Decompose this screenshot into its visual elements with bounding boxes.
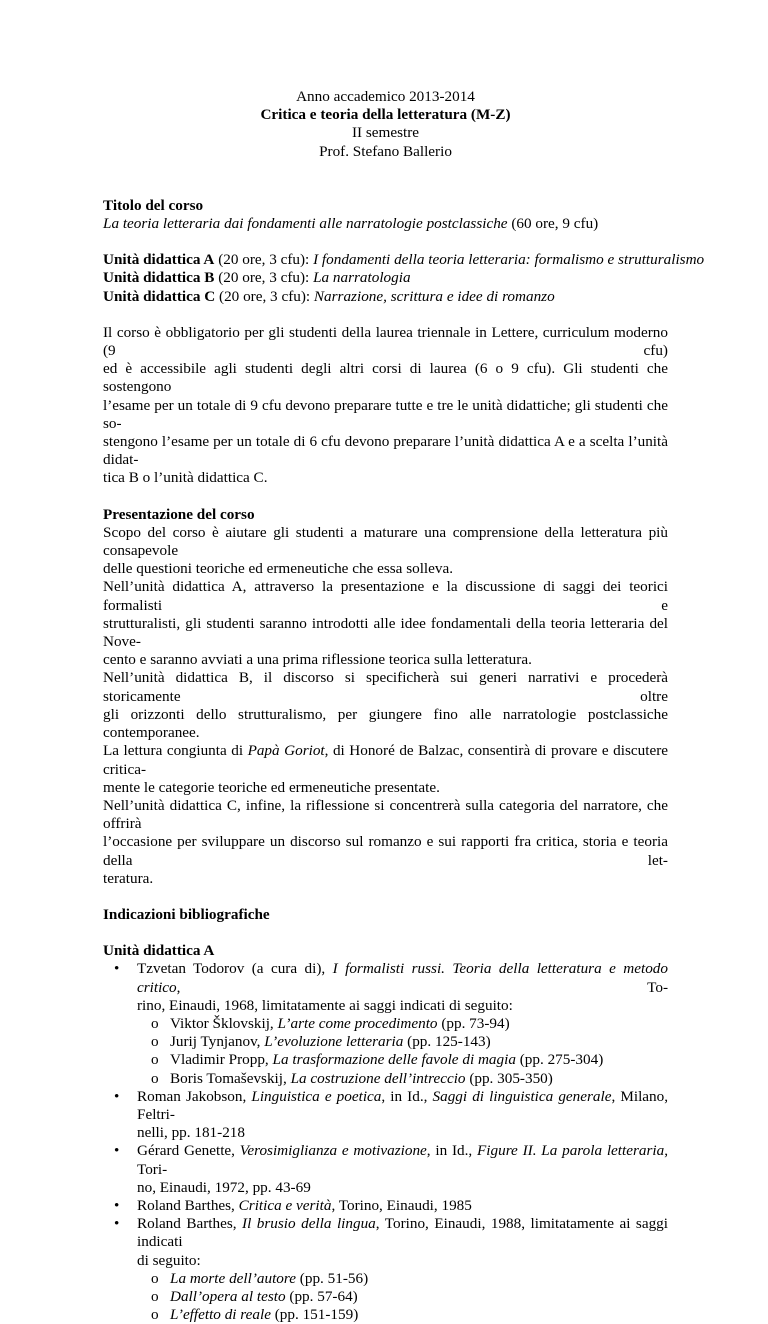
section-heading-presentation: Presentazione del corso bbox=[103, 505, 255, 523]
bullet-icon: • bbox=[114, 1142, 120, 1160]
units-list bbox=[103, 251, 705, 306]
bibliography-list bbox=[103, 960, 668, 1324]
title-section bbox=[103, 197, 668, 233]
list-item: • Roland Barthes, Critica e verità, Torino, Einaudi, 1985 bbox=[114, 1196, 472, 1214]
circle-bullet-icon: o bbox=[151, 1069, 159, 1087]
bibliography-unit-a-heading: Unità didattica A bbox=[103, 942, 215, 960]
circle-bullet-icon: o bbox=[151, 1287, 159, 1305]
presentation-p3: Nell’unità didattica B, il discorso si specificherà sui generi narrativi e procederà storicamente oltre gli orizzonti dello strutturalismo, per giungere fino alle narratologie postclassiche contemporanee. La lettura congiunta di Papà Goriot, di Honoré de Balzac, consentirà di provare e discutere critica- mente le categorie teoriche ed ermeneutiche presentate. bbox=[103, 669, 668, 796]
course-header bbox=[103, 88, 668, 161]
bullet-icon: • bbox=[114, 1196, 120, 1214]
list-item: o Vladimir Propp, La trasformazione delle favole di magia (pp. 275-304) bbox=[151, 1051, 604, 1069]
course-title: La teoria letteraria dai fondamenti alle narratologie postclassiche (60 ore, 9 cfu) bbox=[103, 215, 599, 233]
list-item: • Tzvetan Todorov (a cura di), I formalisti russi. Teoria della letteratura e metodo critico, To- rino, Einaudi, 1968, limitatamente ai saggi indicati di seguito: o Viktor Šklovskij, L’arte come procedimento (pp. 73-94) o Jurij Tynjanov, L’evoluzione letteraria (pp. 125-143) o Vladimir Propp, La trasformazione delle favole di magia (pp. 275-304) o Boris Tomaševskij, La costruzione dell’intreccio (pp. 305-350) bbox=[114, 960, 668, 1087]
todorov-sublist bbox=[137, 1015, 668, 1088]
bullet-icon: • bbox=[114, 1087, 120, 1105]
list-item: o Boris Tomaševskij, La costruzione dell’intreccio (pp. 305-350) bbox=[151, 1069, 553, 1087]
circle-bullet-icon: o bbox=[151, 1306, 159, 1324]
course-name: Critica e teoria della letteratura (M-Z) bbox=[260, 106, 511, 124]
circle-bullet-icon: o bbox=[151, 1051, 159, 1069]
list-item: o Viktor Šklovskij, L’arte come procedimento (pp. 73-94) bbox=[151, 1014, 510, 1032]
unit-c: Unità didattica C (20 ore, 3 cfu): Narrazione, scrittura e idee di romanzo bbox=[103, 287, 555, 305]
presentation-p4: Nell’unità didattica C, infine, la riflessione si concentrerà sulla categoria del narratore, che offrirà l’occasione per sviluppare un discorso sul romanzo e sui rapporti fra critica, storia e teoria della let- teratura. bbox=[103, 796, 668, 887]
unit-b: Unità didattica B (20 ore, 3 cfu): La narratologia bbox=[103, 269, 411, 287]
list-item: • Roland Barthes, Il brusio della lingua, Torino, Einaudi, 1988, limitatamente ai saggi indicati di seguito: o La morte dell’autore (pp. 51-56) o Dall’opera al testo (pp. 57-64) o L’effetto di reale (pp. 151-159) bbox=[114, 1215, 668, 1324]
list-item: • Gérard Genette, Verosimiglianza e motivazione, in Id., Figure II. La parola letteraria, Tori- no, Einaudi, 1972, pp. 43-69 bbox=[114, 1142, 668, 1196]
presentation-p1: Scopo del corso è aiutare gli studenti a maturare una comprensione della letteratura più consapevole delle questioni teoriche ed ermeneutiche che essa solleva. bbox=[103, 523, 668, 578]
section-heading-title: Titolo del corso bbox=[103, 196, 204, 214]
list-item: • Roman Jakobson, Linguistica e poetica, in Id., Saggi di linguistica generale, Milano, Feltri- nelli, pp. 181-218 bbox=[114, 1087, 669, 1142]
circle-bullet-icon: o bbox=[151, 1033, 159, 1051]
barthes-sublist bbox=[137, 1270, 668, 1324]
presentation-section bbox=[103, 506, 668, 888]
document-page bbox=[103, 88, 705, 1324]
list-item: o Jurij Tynjanov, L’evoluzione letteraria (pp. 125-143) bbox=[151, 1033, 491, 1051]
circle-bullet-icon: o bbox=[151, 1269, 159, 1287]
semester: II semestre bbox=[351, 124, 420, 142]
list-item: o Dall’opera al testo (pp. 57-64) bbox=[151, 1287, 358, 1305]
section-heading-bibliography: Indicazioni bibliografiche bbox=[103, 905, 270, 923]
professor: Prof. Stefano Ballerio bbox=[319, 142, 452, 160]
intro-paragraph: Il corso è obbligatorio per gli studenti della laurea triennale in Lettere, curriculum moderno (9 cfu) ed è accessibile agli studenti degli altri corsi di laurea (6 o 9 cfu). Gli studenti che sostengono l’esame per un totale di 9 cfu devono preparare tutte e tre le unità didattiche; gli studenti che so- stengono l’esame per un totale di 6 cfu devono preparare l’unità didattica A e a scelta l’unità didat- tica B o l’unità didattica C. bbox=[103, 323, 668, 487]
bullet-icon: • bbox=[114, 960, 120, 978]
unit-a: Unità didattica A (20 ore, 3 cfu): I fondamenti della teoria letteraria: formalismo e strutturalismo bbox=[103, 251, 705, 269]
list-item: o La morte dell’autore (pp. 51-56) bbox=[151, 1269, 369, 1287]
circle-bullet-icon: o bbox=[151, 1014, 159, 1032]
bibliography-section bbox=[103, 906, 668, 1324]
list-item: o L’effetto di reale (pp. 151-159) bbox=[151, 1306, 359, 1324]
presentation-p2: Nell’unità didattica A, attraverso la presentazione e la discussione di saggi dei teorici formalisti e strutturalisti, gli studenti saranno introdotti alle idee fondamentali della teoria letteraria del Nove- cento e saranno avviati a una prima riflessione teorica sulla letteratura. bbox=[103, 578, 668, 669]
academic-year: Anno accademico 2013-2014 bbox=[296, 88, 475, 105]
bullet-icon: • bbox=[114, 1215, 120, 1233]
